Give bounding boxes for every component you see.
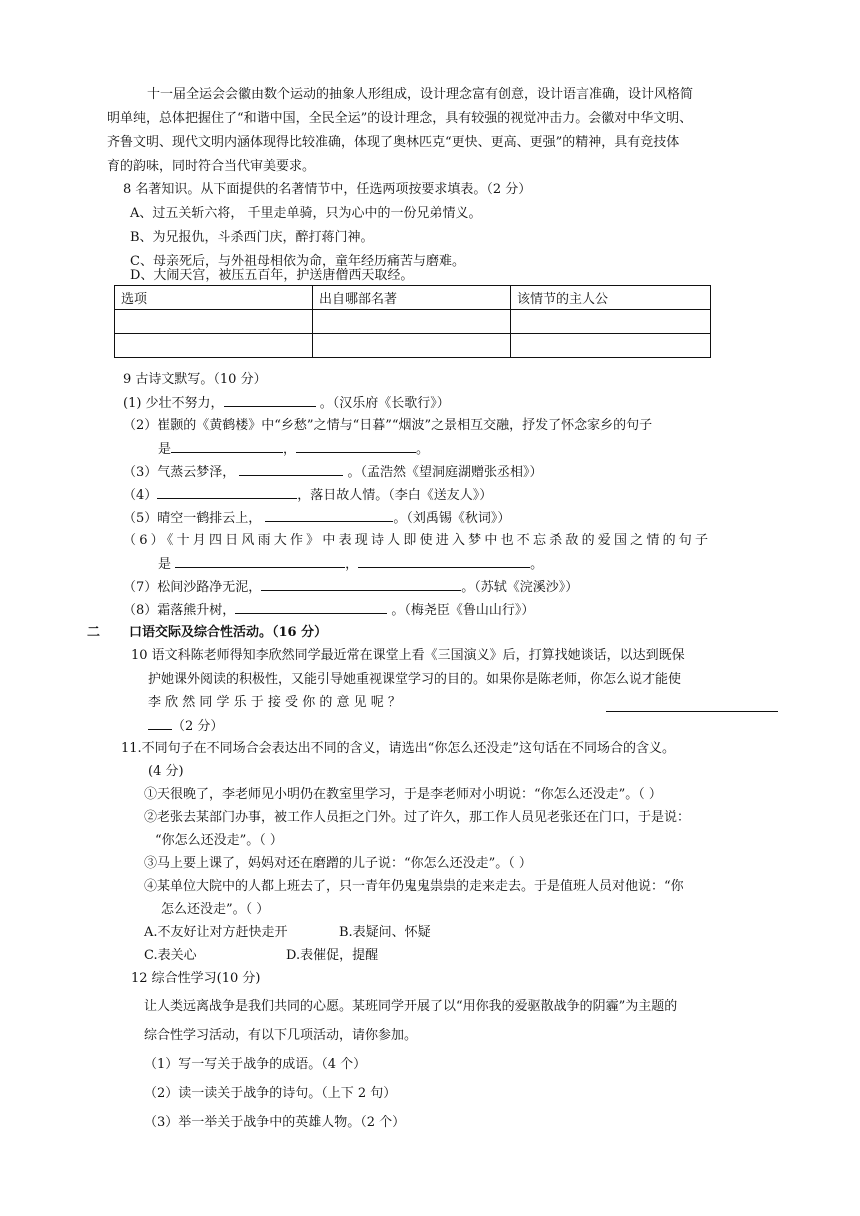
q11-choice-a: A.不友好让对方赶快走开 bbox=[144, 925, 288, 940]
q8-answer-table bbox=[114, 285, 711, 358]
q9-item-3 bbox=[123, 461, 543, 484]
table-cell-empty[interactable] bbox=[313, 334, 511, 358]
q11-choice-c: C.表关心 bbox=[144, 948, 197, 963]
q9-item-7-text-a: （7）松间沙路净无泥， bbox=[123, 580, 262, 595]
answer-blank[interactable] bbox=[175, 553, 345, 568]
table-header-protagonist: 该情节的主人公 bbox=[511, 286, 711, 310]
q11-line-2: (4 分) bbox=[148, 764, 184, 779]
table-header-row bbox=[115, 286, 711, 310]
q12-task-1: （1）写一写关于战争的成语。（4 个） bbox=[144, 1057, 367, 1072]
q9-item-7-text-b: 。（苏轼《浣溪沙》） bbox=[461, 580, 579, 595]
q9-item-6-line-2 bbox=[158, 553, 543, 576]
table-cell-empty[interactable] bbox=[115, 310, 313, 334]
q9-item-8-text-b: 。（梅尧臣《鲁山山行》） bbox=[387, 603, 535, 618]
q10-line-3 bbox=[148, 692, 401, 714]
table-header-option: 选项 bbox=[115, 286, 313, 310]
q11-sentence-4-line-1: ④某单位大院中的人都上班去了，只一青年仍鬼鬼祟祟的走来走去。于是值班人员对他说：“你 bbox=[144, 879, 684, 894]
answer-blank[interactable] bbox=[224, 392, 316, 407]
q12-task-2: （2）读一读关于战争的诗句。（上下 2 句） bbox=[144, 1086, 397, 1101]
table-header-book: 出自哪部名著 bbox=[313, 286, 511, 310]
table-cell-empty[interactable] bbox=[313, 310, 511, 334]
q10-line-1: 10 语文科陈老师得知李欣然同学最近常在课堂上看《三国演义》后，打算找她谈话，以达到既保 bbox=[131, 648, 685, 663]
q8-title: 8 名著知识。从下面提供的名著情节中，任选两项按要求填表。（2 分） bbox=[123, 182, 532, 197]
q9-item-1-text-a: (1) 少壮不努力， bbox=[123, 396, 224, 411]
answer-blank[interactable] bbox=[296, 438, 416, 453]
q8-option-a: A、过五关斩六将， 千里走单骑，只为心中的一份兄弟情义。 bbox=[130, 206, 482, 221]
q12-task-3: （3）举一举关于战争中的英雄人物。（2 个） bbox=[144, 1115, 406, 1130]
q11-sentence-2-line-1: ②老张去某部门办事，被工作人员拒之门外。过了许久，那工作人员见老张还在门口，于是说： bbox=[144, 810, 691, 825]
q9-item-2-line-1: （2）崔颢的《黄鹤楼》中“乡愁”之情与“日暮”“烟波”之景相互交融，抒发了怀念家乡的句子 bbox=[123, 418, 653, 433]
answer-blank[interactable] bbox=[265, 507, 393, 522]
answer-blank[interactable] bbox=[239, 461, 343, 476]
q9-item-4 bbox=[123, 484, 492, 507]
q12-title: 12 综合性学习(10 分) bbox=[131, 971, 261, 986]
table-cell-empty[interactable] bbox=[115, 334, 313, 358]
q8-option-d: D、大闹天宫，被压五百年，护送唐僧西天取经。 bbox=[130, 268, 414, 283]
q9-item-2-text-b: 是 bbox=[158, 442, 172, 457]
q9-title: 9 古诗文默写。（10 分） bbox=[123, 372, 267, 387]
q9-item-6-text-b: 是 bbox=[158, 557, 172, 572]
answer-blank[interactable] bbox=[261, 576, 461, 591]
q11-sentence-4-line-2: 怎么还没走”。（ ） bbox=[161, 902, 270, 917]
q9-item-5 bbox=[123, 507, 510, 530]
q12-paragraph-line-1: 让人类远离战争是我们共同的心愿。某班同学开展了以“用你我的爱驱散战争的阴霾”为主题的 bbox=[144, 999, 678, 1014]
q10-line-4 bbox=[148, 715, 223, 738]
q9-item-3-text-b: 。（孟浩然《望洞庭湖赠张丞相》） bbox=[343, 465, 543, 480]
q11-line-1: 11.不同句子在不同场合会表达出不同的含义，请选出“你怎么还没走”这句话在不同场合的含义。 bbox=[121, 741, 675, 756]
intro-line-4: 育的韵味，同时符合当代审美要求。 bbox=[107, 159, 316, 174]
q9-item-5-text-b: 。（刘禹锡《秋词》） bbox=[393, 511, 511, 526]
q9-item-6-text-c: ， bbox=[345, 557, 359, 572]
q11-sentence-2-line-2: “你怎么还没走”。（ ） bbox=[155, 833, 283, 848]
q9-item-2-text-d: 。 bbox=[416, 442, 430, 457]
q11-sentence-1: ①天很晚了，李老师见小明仍在教室里学习，于是李老师对小明说：“你怎么还没走”。（ ） bbox=[144, 787, 662, 802]
section-2-title: 口语交际及综合性活动。（16 分） bbox=[129, 625, 328, 640]
q11-choice-b: B.表疑问、怀疑 bbox=[339, 925, 431, 940]
q9-item-4-text-b: ，落日故人情。（李白《送友人》） bbox=[297, 488, 493, 503]
q9-item-6-line-1: （6）《十月四日风雨大作》中表现诗人即使进入梦中也不忘杀敌的爱国之情的句子 bbox=[123, 533, 712, 548]
answer-blank[interactable] bbox=[171, 438, 283, 453]
section-2-number: 二 bbox=[87, 625, 101, 640]
answer-blank[interactable] bbox=[148, 715, 172, 730]
answer-blank[interactable] bbox=[358, 553, 530, 568]
q12-paragraph-line-2: 综合性学习活动，有以下几项活动，请你参加。 bbox=[144, 1028, 418, 1043]
q9-item-2-line-2 bbox=[158, 438, 429, 461]
q8-option-c: C、母亲死后，与外祖母相依为命，童年经历痛苦与磨难。 bbox=[130, 254, 465, 269]
q9-item-1-text-b: 。（汉乐府《长歌行》） bbox=[315, 396, 450, 411]
table-cell-empty[interactable] bbox=[511, 334, 711, 358]
q10-score: （2 分） bbox=[172, 719, 224, 734]
q9-item-8 bbox=[123, 599, 534, 622]
q8-option-b: B、为兄报仇，斗杀西门庆，醉打蒋门神。 bbox=[130, 230, 374, 245]
q11-choice-d: D.表催促，提醒 bbox=[286, 948, 379, 963]
q9-item-5-text-a: （5）晴空一鹤排云上， bbox=[123, 511, 266, 526]
table-row bbox=[115, 310, 711, 334]
answer-blank[interactable] bbox=[157, 484, 297, 499]
intro-line-3: 齐鲁文明、现代文明内涵体现得比较准确，体现了奥林匹克“更快、更高、更强”的精神，具有竞技体 bbox=[107, 135, 680, 150]
q9-item-2-text-c: ， bbox=[283, 442, 297, 457]
q9-item-1 bbox=[123, 392, 450, 415]
q9-item-7 bbox=[123, 576, 578, 599]
q9-item-8-text-a: （8）霜落熊升树， bbox=[123, 603, 236, 618]
intro-line-1: 十一届全运会会徽由数个运动的抽象人形组成，设计理念富有创意，设计语言准确，设计风格简 bbox=[147, 87, 694, 102]
q10-line-2: 护她课外阅读的积极性，又能引导她重视课堂学习的目的。如果你是陈老师，你怎么说才能使 bbox=[148, 672, 682, 687]
q9-item-4-text-a: （4） bbox=[123, 488, 158, 503]
answer-blank[interactable] bbox=[235, 599, 387, 614]
table-row bbox=[115, 334, 711, 358]
answer-blank[interactable] bbox=[606, 697, 778, 712]
table-cell-empty[interactable] bbox=[511, 310, 711, 334]
q10-line-3-text: 李 欣 然 同 学 乐 于 接 受 你 的 意 见 呢 ？ bbox=[148, 695, 401, 710]
intro-line-2: 明单纯，总体把握住了“和谐中国，全民全运”的设计理念，具有较强的视觉冲击力。会徽对中华文明、 bbox=[107, 111, 693, 126]
q9-item-6-text-d: 。 bbox=[530, 557, 544, 572]
q9-item-3-text-a: （3）气蒸云梦泽， bbox=[123, 465, 240, 480]
q11-sentence-3: ③马上要上课了，妈妈对还在磨蹭的儿子说：“你怎么还没走”。（ ） bbox=[144, 856, 532, 871]
